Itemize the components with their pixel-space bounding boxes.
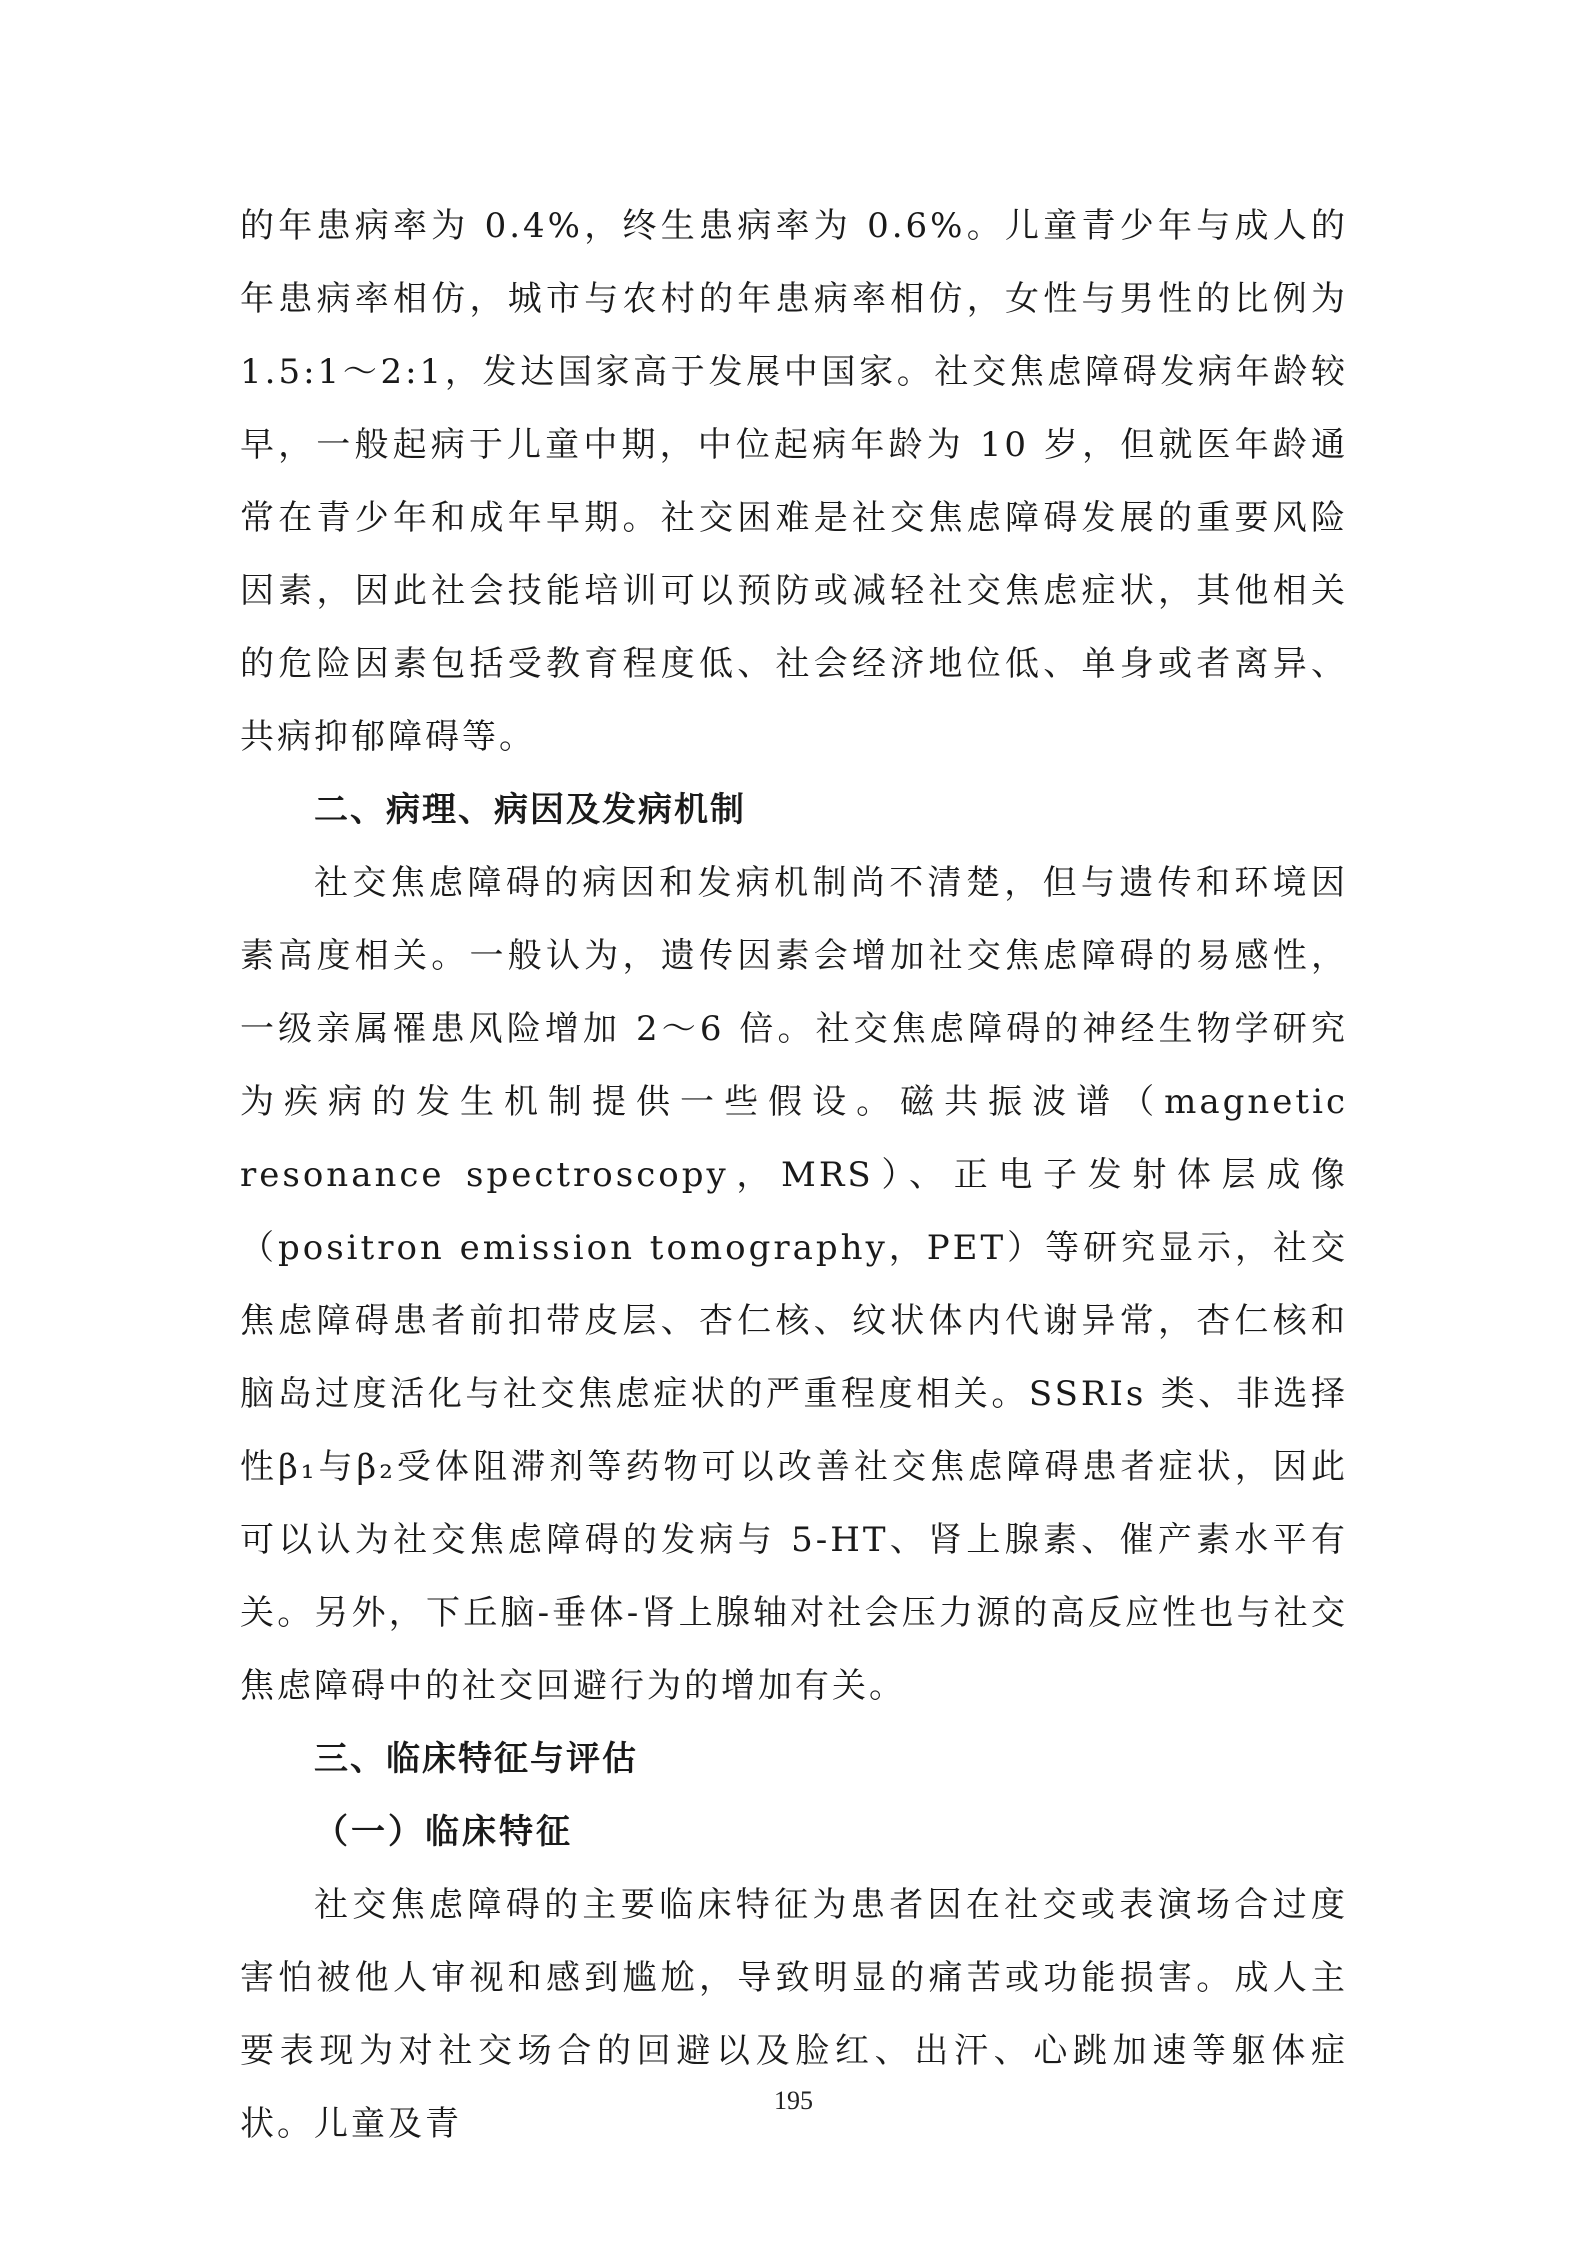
body-paragraph: 社交焦虑障碍的主要临床特征为患者因在社交或表演场合过度害怕被他人审视和感到尴尬，导致明显的痛苦或功能损害。成人主要表现为对社交场合的回避以及脸红、出汗、心跳加速等躯体症状。儿童及青 [240,1885,1348,2144]
page-number: 195 [774,2086,813,2115]
body-paragraph: 社交焦虑障碍的病因和发病机制尚不清楚，但与遗传和环境因素高度相关。一般认为，遗传因素会增加社交焦虑障碍的易感性，一级亲属罹患风险增加 2～6 倍。社交焦虑障碍的神经生物学研究为疾病的发生机制提供一些假设。磁共振波谱（magnetic resonance spectroscopy，MRS）、正电子发射体层成像（positron emission tomography，PET）等研究显示，社交焦虑障碍患者前扣带皮层、杏仁核、纹状体内代谢异常，杏仁核和脑岛过度活化与社交焦虑症状的严重程度相关。SSRIs 类、非选择性β₁与β₂受体阻滞剂等药物可以改善社交焦虑障碍患者症状，因此可以认为社交焦虑障碍的发病与 5-HT、肾上腺素、催产素水平有关。另外，下丘脑-垂体-肾上腺轴对社会压力源的高反应性也与社交焦虑障碍中的社交回避行为的增加有关。 [240,863,1348,1706]
section-heading: 三、临床特征与评估 [314,1739,638,1779]
section-heading: 二、病理、病因及发病机制 [314,790,746,830]
body-paragraph: 的年患病率为 0.4%，终生患病率为 0.6%。儿童青少年与成人的年患病率相仿，城市与农村的年患病率相仿，女性与男性的比例为 1.5:1～2:1，发达国家高于发展中国家。社交焦虑障碍发病年龄较早，一般起病于儿童中期，中位起病年龄为 10 岁，但就医年龄通常在青少年和成年早期。社交困难是社交焦虑障碍发展的重要风险因素，因此社会技能培训可以预防或减轻社交焦虑症状，其他相关的危险因素包括受教育程度低、社会经济地位低、单身或者离异、共病抑郁障碍等。 [240,206,1349,757]
subsection-heading: （一）临床特征 [314,1812,573,1852]
document-page [240,190,1348,2161]
